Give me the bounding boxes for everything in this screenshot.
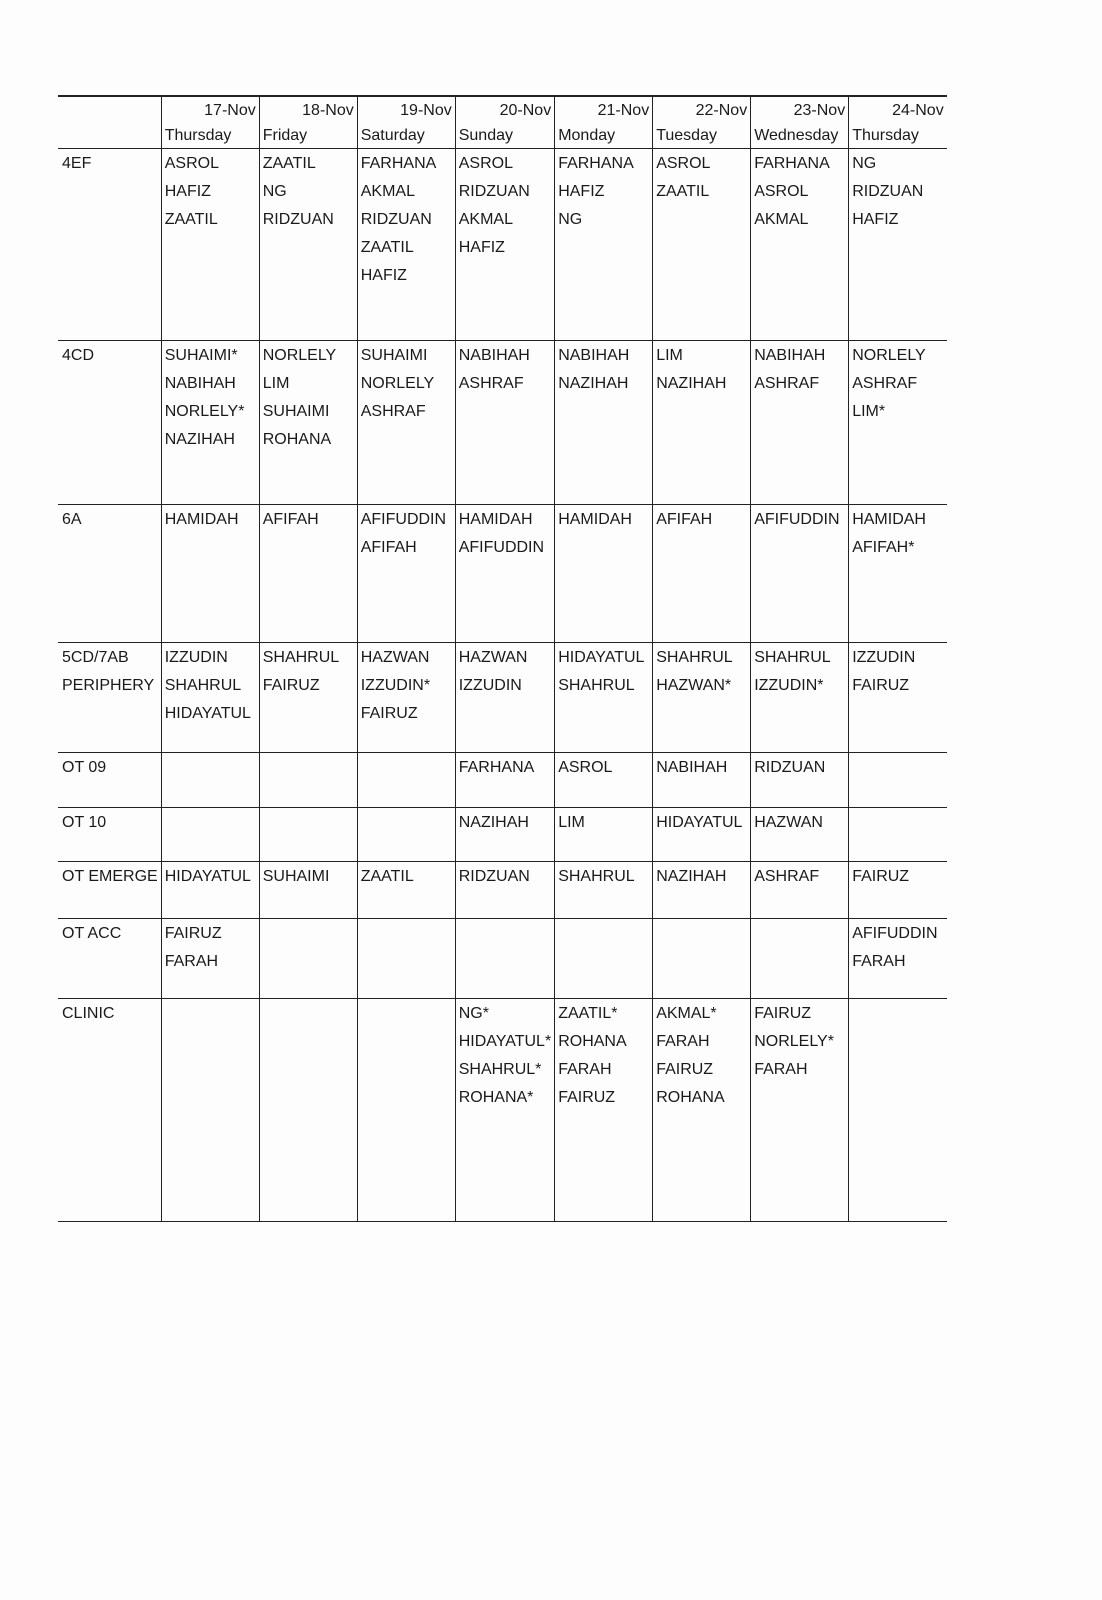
staff-name: NORLELY bbox=[360, 375, 435, 392]
roster-cell bbox=[161, 643, 259, 753]
staff-name: RIDZUAN bbox=[458, 183, 530, 200]
staff-name: SHAHRUL bbox=[656, 649, 733, 666]
roster-cell bbox=[455, 505, 554, 643]
header-row bbox=[58, 96, 947, 149]
staff-name: AFIFUDDIN bbox=[852, 925, 938, 942]
roster-cell bbox=[357, 341, 455, 505]
staff-name: FAIRUZ bbox=[262, 677, 320, 694]
staff-name: AKMAL* bbox=[656, 1005, 717, 1022]
row-label bbox=[58, 808, 161, 862]
staff-name: SHAHRUL* bbox=[458, 1061, 542, 1078]
roster-cell bbox=[455, 643, 554, 753]
staff-name: AFIFAH* bbox=[852, 539, 915, 556]
day-header bbox=[259, 96, 357, 149]
roster-cell bbox=[161, 505, 259, 643]
staff-name: IZZUDIN bbox=[164, 649, 228, 666]
staff-name: ZAATIL bbox=[360, 868, 414, 885]
roster-cell bbox=[751, 919, 849, 999]
staff-name: SHAHRUL bbox=[558, 868, 635, 885]
staff-name: ZAATIL* bbox=[558, 1005, 618, 1022]
day-header bbox=[555, 96, 653, 149]
roster-cell bbox=[455, 919, 554, 999]
staff-name: AKMAL bbox=[754, 211, 809, 228]
roster-cell bbox=[555, 919, 653, 999]
staff-name: HIDAYATUL bbox=[164, 868, 251, 885]
staff-name: SUHAIMI bbox=[262, 403, 330, 420]
day-header bbox=[653, 96, 751, 149]
staff-name: NABIHAH bbox=[164, 375, 236, 392]
row-label-text: OT 09 bbox=[62, 759, 107, 776]
staff-name: HAMIDAH bbox=[852, 511, 926, 528]
staff-name: AFIFAH bbox=[262, 511, 319, 528]
roster-cell bbox=[161, 341, 259, 505]
day-date: 17-Nov bbox=[204, 102, 256, 119]
staff-name: NABIHAH bbox=[656, 759, 728, 776]
staff-name: NG* bbox=[458, 1005, 489, 1022]
staff-name: ROHANA bbox=[656, 1089, 725, 1106]
staff-name: ASROL bbox=[458, 155, 513, 172]
roster-row bbox=[58, 999, 947, 1222]
staff-name: FARAH bbox=[164, 953, 219, 970]
staff-name: NORLELY bbox=[262, 347, 337, 364]
day-header bbox=[751, 96, 849, 149]
roster-cell bbox=[653, 149, 751, 341]
staff-name: IZZUDIN bbox=[852, 649, 916, 666]
roster-cell bbox=[555, 753, 653, 808]
roster-cell bbox=[259, 505, 357, 643]
staff-name: ASROL bbox=[754, 183, 809, 200]
roster-cell bbox=[161, 919, 259, 999]
day-date: 19-Nov bbox=[400, 102, 452, 119]
roster-cell bbox=[849, 862, 947, 919]
roster-cell bbox=[653, 862, 751, 919]
row-label bbox=[58, 341, 161, 505]
staff-name: NG bbox=[558, 211, 583, 228]
staff-name: ROHANA bbox=[558, 1033, 627, 1050]
staff-name: SUHAIMI bbox=[262, 868, 330, 885]
staff-name: ZAATIL bbox=[262, 155, 316, 172]
staff-name: RIDZUAN bbox=[262, 211, 334, 228]
roster-cell bbox=[357, 862, 455, 919]
staff-name: FARHANA bbox=[558, 155, 634, 172]
day-weekday: Friday bbox=[262, 127, 308, 144]
day-weekday: Tuesday bbox=[656, 127, 717, 144]
staff-name: HIDAYATUL* bbox=[458, 1033, 552, 1050]
day-date: 21-Nov bbox=[597, 102, 650, 119]
row-label-text: 4EF bbox=[62, 155, 92, 172]
roster-cell bbox=[849, 341, 947, 505]
staff-name: HAFIZ bbox=[458, 239, 505, 256]
roster-cell bbox=[849, 643, 947, 753]
staff-name: FAIRUZ bbox=[558, 1089, 616, 1106]
roster-cell bbox=[259, 862, 357, 919]
staff-name: FARHANA bbox=[360, 155, 437, 172]
roster-row bbox=[58, 919, 947, 999]
roster-row bbox=[58, 862, 947, 919]
row-label-text: 5CD/7AB bbox=[62, 649, 129, 666]
staff-name: SUHAIMI* bbox=[164, 347, 238, 364]
row-label-text: OT EMERGE bbox=[62, 868, 158, 885]
staff-name: NAZIHAH bbox=[164, 431, 235, 448]
roster-cell bbox=[653, 341, 751, 505]
day-date: 20-Nov bbox=[499, 102, 552, 119]
staff-name: NABIHAH bbox=[754, 347, 826, 364]
roster-cell bbox=[357, 753, 455, 808]
roster-row bbox=[58, 149, 947, 341]
day-weekday: Sunday bbox=[458, 127, 513, 144]
roster-cell bbox=[259, 643, 357, 753]
row-label bbox=[58, 862, 161, 919]
day-date: 22-Nov bbox=[695, 102, 748, 119]
roster-cell bbox=[751, 753, 849, 808]
day-date: 24-Nov bbox=[892, 102, 944, 119]
staff-name: ASHRAF bbox=[754, 868, 820, 885]
staff-name: FAIRUZ bbox=[852, 677, 910, 694]
staff-name: HAMIDAH bbox=[458, 511, 533, 528]
roster-cell bbox=[849, 505, 947, 643]
day-weekday: Thursday bbox=[852, 127, 919, 144]
roster-cell bbox=[455, 808, 554, 862]
roster-cell bbox=[555, 149, 653, 341]
day-weekday: Saturday bbox=[360, 127, 425, 144]
roster-cell bbox=[653, 505, 751, 643]
staff-name: RIDZUAN bbox=[754, 759, 826, 776]
row-label bbox=[58, 505, 161, 643]
staff-name: ASROL bbox=[164, 155, 219, 172]
staff-name: LIM bbox=[558, 814, 585, 831]
row-label bbox=[58, 753, 161, 808]
roster-cell bbox=[555, 862, 653, 919]
staff-name: NG bbox=[262, 183, 287, 200]
staff-name: FAIRUZ bbox=[754, 1005, 812, 1022]
staff-name: ROHANA* bbox=[458, 1089, 534, 1106]
roster-cell bbox=[357, 643, 455, 753]
roster-cell bbox=[653, 808, 751, 862]
day-weekday: Wednesday bbox=[754, 127, 839, 144]
staff-name: ASHRAF bbox=[360, 403, 426, 420]
roster-cell bbox=[455, 862, 554, 919]
staff-name: HAZWAN bbox=[360, 649, 430, 666]
row-label-text: 4CD bbox=[62, 347, 95, 364]
roster-cell bbox=[161, 808, 259, 862]
roster-cell bbox=[849, 149, 947, 341]
roster-cell bbox=[259, 999, 357, 1222]
staff-name: ASHRAF bbox=[458, 375, 524, 392]
day-header bbox=[161, 96, 259, 149]
roster-cell bbox=[849, 753, 947, 808]
staff-name: AFIFUDDIN bbox=[458, 539, 545, 556]
staff-name: FAIRUZ bbox=[360, 705, 418, 722]
staff-name: ZAATIL bbox=[164, 211, 218, 228]
staff-name: HAFIZ bbox=[852, 211, 899, 228]
staff-name: SUHAIMI bbox=[360, 347, 428, 364]
staff-name: NAZIHAH bbox=[458, 814, 529, 831]
roster-cell bbox=[357, 919, 455, 999]
roster-row bbox=[58, 808, 947, 862]
staff-name: HAMIDAH bbox=[164, 511, 239, 528]
day-header bbox=[357, 96, 455, 149]
staff-name: NORLELY* bbox=[754, 1033, 834, 1050]
roster-cell bbox=[751, 643, 849, 753]
staff-name: AFIFAH bbox=[656, 511, 713, 528]
roster-cell bbox=[259, 808, 357, 862]
staff-name: ROHANA bbox=[262, 431, 332, 448]
roster-cell bbox=[455, 341, 554, 505]
staff-name: NAZIHAH bbox=[656, 375, 727, 392]
staff-name: ASROL bbox=[656, 155, 711, 172]
staff-name: HIDAYATUL bbox=[656, 814, 743, 831]
staff-name: ZAATIL bbox=[360, 239, 414, 256]
roster-cell bbox=[455, 999, 554, 1222]
staff-name: LIM bbox=[656, 347, 683, 364]
roster-cell bbox=[653, 919, 751, 999]
roster-cell bbox=[653, 999, 751, 1222]
roster-row bbox=[58, 341, 947, 505]
roster-cell bbox=[357, 505, 455, 643]
day-weekday: Monday bbox=[558, 127, 616, 144]
staff-name: LIM* bbox=[852, 403, 886, 420]
staff-name: FARAH bbox=[754, 1061, 808, 1078]
staff-name: AFIFUDDIN bbox=[360, 511, 447, 528]
day-header bbox=[849, 96, 947, 149]
roster-cell bbox=[555, 643, 653, 753]
staff-name: IZZUDIN* bbox=[360, 677, 431, 694]
staff-name: FAIRUZ bbox=[164, 925, 222, 942]
staff-name: LIM bbox=[262, 375, 290, 392]
roster-row bbox=[58, 505, 947, 643]
roster-cell bbox=[161, 753, 259, 808]
day-header bbox=[455, 96, 554, 149]
staff-name: FAIRUZ bbox=[852, 868, 910, 885]
roster-cell bbox=[259, 753, 357, 808]
staff-name: FARHANA bbox=[754, 155, 830, 172]
staff-name: ASHRAF bbox=[852, 375, 918, 392]
staff-name: SHAHRUL bbox=[558, 677, 635, 694]
staff-name: HIDAYATUL bbox=[164, 705, 251, 722]
staff-name: AKMAL bbox=[360, 183, 415, 200]
roster-cell bbox=[259, 919, 357, 999]
staff-name: HAZWAN bbox=[458, 649, 528, 666]
roster-cell bbox=[849, 808, 947, 862]
roster-cell bbox=[751, 808, 849, 862]
day-weekday: Thursday bbox=[164, 127, 232, 144]
staff-name: NAZIHAH bbox=[558, 375, 629, 392]
row-label-text: OT 10 bbox=[62, 814, 107, 831]
roster-cell bbox=[751, 149, 849, 341]
staff-name: ZAATIL bbox=[656, 183, 710, 200]
row-label-text: PERIPHERY bbox=[62, 677, 155, 694]
roster-cell bbox=[653, 753, 751, 808]
staff-name: HAZWAN bbox=[754, 814, 823, 831]
roster-cell bbox=[751, 341, 849, 505]
roster-cell bbox=[259, 149, 357, 341]
roster-body bbox=[58, 149, 947, 1222]
staff-name: HAFIZ bbox=[164, 183, 211, 200]
staff-name: ASHRAF bbox=[754, 375, 820, 392]
row-label bbox=[58, 643, 161, 753]
roster-cell bbox=[555, 808, 653, 862]
staff-name: HAFIZ bbox=[558, 183, 605, 200]
duty-roster-table bbox=[58, 95, 947, 1222]
staff-name: SHAHRUL bbox=[754, 649, 831, 666]
staff-name: NABIHAH bbox=[558, 347, 630, 364]
day-date: 18-Nov bbox=[302, 102, 354, 119]
staff-name: NORLELY* bbox=[164, 403, 245, 420]
roster-cell bbox=[849, 919, 947, 999]
roster-cell bbox=[357, 999, 455, 1222]
row-label bbox=[58, 149, 161, 341]
roster-cell bbox=[259, 341, 357, 505]
staff-name: FARAH bbox=[656, 1033, 710, 1050]
row-label-text: OT ACC bbox=[62, 925, 122, 942]
staff-name: SHAHRUL bbox=[262, 649, 340, 666]
staff-name: NG bbox=[852, 155, 877, 172]
roster-cell bbox=[751, 862, 849, 919]
staff-name: RIDZUAN bbox=[852, 183, 924, 200]
staff-name: IZZUDIN bbox=[458, 677, 522, 694]
roster-cell bbox=[455, 753, 554, 808]
staff-name: RIDZUAN bbox=[458, 868, 530, 885]
staff-name: FARAH bbox=[558, 1061, 612, 1078]
roster-row bbox=[58, 753, 947, 808]
staff-name: HAFIZ bbox=[360, 267, 407, 284]
corner-cell bbox=[58, 96, 161, 149]
staff-name: AFIFAH bbox=[360, 539, 417, 556]
roster-cell bbox=[555, 505, 653, 643]
staff-name: FARHANA bbox=[458, 759, 535, 776]
day-date: 23-Nov bbox=[793, 102, 846, 119]
staff-name: RIDZUAN bbox=[360, 211, 432, 228]
roster-cell bbox=[455, 149, 554, 341]
roster-cell bbox=[555, 999, 653, 1222]
staff-name: AFIFUDDIN bbox=[754, 511, 840, 528]
staff-name: ASROL bbox=[558, 759, 613, 776]
row-label-text: CLINIC bbox=[62, 1005, 115, 1022]
roster-cell bbox=[751, 505, 849, 643]
staff-name: HAMIDAH bbox=[558, 511, 632, 528]
roster-cell bbox=[161, 862, 259, 919]
roster-cell bbox=[751, 999, 849, 1222]
roster-cell bbox=[357, 149, 455, 341]
staff-name: HIDAYATUL bbox=[558, 649, 645, 666]
roster-cell bbox=[161, 999, 259, 1222]
staff-name: NABIHAH bbox=[458, 347, 530, 364]
roster-row bbox=[58, 643, 947, 753]
staff-name: AKMAL bbox=[458, 211, 513, 228]
staff-name: IZZUDIN* bbox=[754, 677, 824, 694]
row-label bbox=[58, 999, 161, 1222]
staff-name: NORLELY bbox=[852, 347, 926, 364]
roster-cell bbox=[161, 149, 259, 341]
staff-name: NAZIHAH bbox=[656, 868, 727, 885]
staff-name: FARAH bbox=[852, 953, 906, 970]
row-label bbox=[58, 919, 161, 999]
staff-name: SHAHRUL bbox=[164, 677, 242, 694]
row-label-text: 6A bbox=[62, 511, 82, 528]
roster-cell bbox=[653, 643, 751, 753]
roster-cell bbox=[555, 341, 653, 505]
roster-cell bbox=[849, 999, 947, 1222]
staff-name: HAZWAN* bbox=[656, 677, 732, 694]
roster-cell bbox=[357, 808, 455, 862]
staff-name: FAIRUZ bbox=[656, 1061, 714, 1078]
